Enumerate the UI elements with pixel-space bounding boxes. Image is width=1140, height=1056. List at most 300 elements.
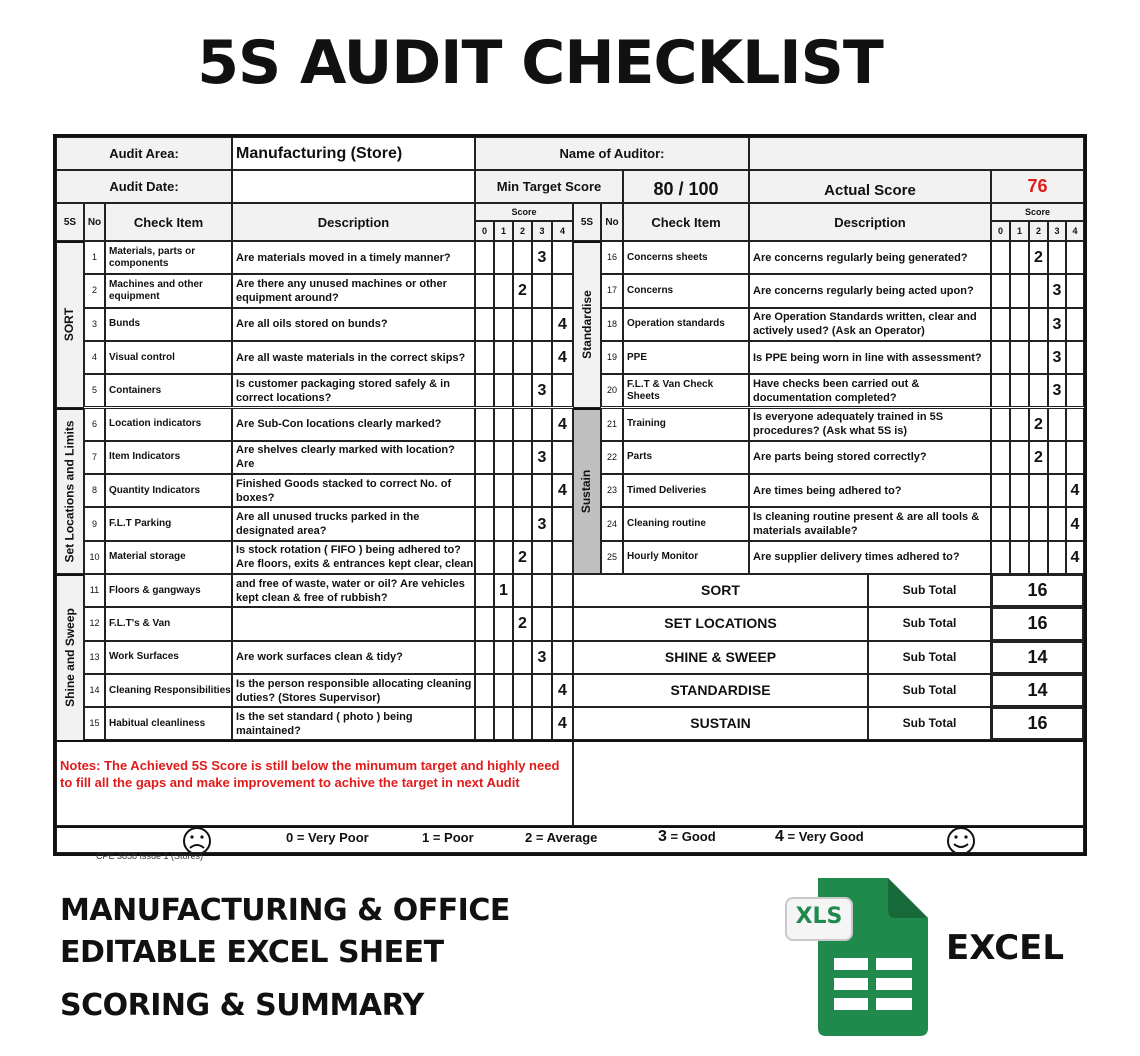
score-cell-1[interactable] <box>494 374 513 407</box>
score-mark: 3 <box>537 382 547 400</box>
item-number: 18 <box>601 308 623 341</box>
score-cell-3[interactable] <box>532 241 552 274</box>
summary-category: SET LOCATIONS <box>573 607 868 640</box>
check-item-name: Location indicators <box>105 408 232 441</box>
score-cell-4[interactable] <box>552 641 573 674</box>
score-cell-1[interactable] <box>1010 374 1029 407</box>
col-5s-header-right: 5S <box>573 203 601 241</box>
score-cell-2[interactable] <box>1029 441 1048 474</box>
audit-sheet <box>53 134 1087 856</box>
check-item-name: Containers <box>105 374 232 407</box>
item-number: 7 <box>84 441 105 474</box>
score-cell-3[interactable] <box>1048 441 1066 474</box>
score-cell-3[interactable] <box>532 441 552 474</box>
item-number: 23 <box>601 474 623 507</box>
score-cell-3[interactable] <box>532 474 552 507</box>
item-number: 16 <box>601 241 623 274</box>
check-item-name: Floors & gangways <box>105 574 232 607</box>
score-cell-0[interactable] <box>991 341 1010 374</box>
score-cell-3[interactable] <box>532 274 552 307</box>
score-cell-0[interactable] <box>475 308 494 341</box>
promo-line-1: MANUFACTURING & OFFICE <box>60 893 510 928</box>
score-cell-4[interactable] <box>552 574 573 607</box>
score-level-4-header-left: 4 <box>552 221 573 241</box>
actual-score-label: Actual Score <box>824 182 916 199</box>
score-cell-1[interactable] <box>1010 408 1029 441</box>
item-description: Is customer packaging stored safely & in correct locations? <box>232 374 475 407</box>
score-cell-3[interactable] <box>532 674 552 707</box>
check-item-name: F.L.T's & Van <box>105 607 232 640</box>
score-cell-3[interactable] <box>532 641 552 674</box>
item-number: 3 <box>84 308 105 341</box>
actual-score-label-cell <box>749 170 991 203</box>
group-label-L-0 <box>56 241 84 408</box>
score-cell-0[interactable] <box>475 574 494 607</box>
score-cell-0[interactable] <box>991 374 1010 407</box>
xls-badge-text: XLS <box>795 904 843 929</box>
item-number: 5 <box>84 374 105 407</box>
col-score-header-right: Score <box>991 203 1084 221</box>
check-item-name: F.L.T & Van Check Sheets <box>623 374 749 407</box>
item-number: 4 <box>84 341 105 374</box>
score-cell-1[interactable] <box>1010 441 1029 474</box>
score-cell-2[interactable] <box>513 607 532 640</box>
score-mark: 4 <box>558 682 567 700</box>
score-mark: 3 <box>537 249 547 267</box>
score-cell-2[interactable] <box>1029 541 1048 574</box>
score-mark: 4 <box>558 482 567 500</box>
item-number: 8 <box>84 474 105 507</box>
check-item-name: Quantity Indicators <box>105 474 232 507</box>
sad-face-icon <box>177 826 217 853</box>
score-level-0-header-left: 0 <box>475 221 494 241</box>
item-description: Are Sub-Con locations clearly marked? <box>232 408 475 441</box>
score-cell-0[interactable] <box>991 408 1010 441</box>
score-cell-4[interactable] <box>1066 408 1084 441</box>
score-cell-3[interactable] <box>532 574 552 607</box>
score-cell-3[interactable] <box>532 707 552 740</box>
item-number: 12 <box>84 607 105 640</box>
page-title: 5S AUDIT CHECKLIST <box>197 28 883 98</box>
score-cell-3[interactable] <box>532 607 552 640</box>
item-description: Is the set standard ( photo ) being maintained? <box>232 707 475 740</box>
item-description: Are concerns regularly being acted upon? <box>749 274 991 307</box>
score-cell-3[interactable] <box>532 374 552 407</box>
score-cell-1[interactable] <box>1010 341 1029 374</box>
score-cell-2[interactable] <box>513 541 532 574</box>
item-number: 13 <box>84 641 105 674</box>
score-cell-2[interactable] <box>513 341 532 374</box>
score-cell-3[interactable] <box>532 541 552 574</box>
col-check-item-header-right: Check Item <box>623 203 749 241</box>
score-cell-1[interactable] <box>494 574 513 607</box>
score-mark: 2 <box>1034 249 1043 267</box>
score-cell-3[interactable] <box>1048 541 1066 574</box>
item-description: Are concerns regularly being generated? <box>749 241 991 274</box>
score-cell-4[interactable] <box>552 241 573 274</box>
summary-subtotal-label: Sub Total <box>868 574 991 607</box>
actual-score-value: 76 <box>1027 176 1048 196</box>
score-cell-1[interactable] <box>494 241 513 274</box>
check-item-name: Item Indicators <box>105 441 232 474</box>
score-mark: 4 <box>1070 515 1080 533</box>
score-cell-4[interactable] <box>1066 341 1084 374</box>
item-description: Are materials moved in a timely manner? <box>232 241 475 274</box>
score-cell-0[interactable] <box>475 507 494 540</box>
score-cell-3[interactable] <box>1048 474 1066 507</box>
item-description: and free of waste, water or oil? Are vehicles kept clean & free of rubbish? <box>232 574 475 607</box>
item-description: Are times being adhered to? <box>749 474 991 507</box>
score-cell-1[interactable] <box>494 308 513 341</box>
score-cell-2[interactable] <box>513 641 532 674</box>
score-cell-1[interactable] <box>1010 308 1029 341</box>
score-level-1-header-right: 1 <box>1010 221 1029 241</box>
score-cell-4[interactable] <box>552 308 573 341</box>
score-cell-1[interactable] <box>1010 241 1029 274</box>
score-cell-4[interactable] <box>552 374 573 407</box>
col-no-header-left: No <box>84 203 105 241</box>
score-mark: 3 <box>1052 382 1062 400</box>
score-cell-2[interactable] <box>1029 241 1048 274</box>
summary-subtotal-value: 16 <box>991 607 1084 640</box>
score-cell-3[interactable] <box>1048 274 1066 307</box>
check-item-name: Materials, parts or components <box>105 241 232 274</box>
score-cell-1[interactable] <box>494 641 513 674</box>
item-number: 14 <box>84 674 105 707</box>
score-mark: 4 <box>558 715 567 733</box>
score-cell-0[interactable] <box>475 241 494 274</box>
score-cell-1[interactable] <box>494 541 513 574</box>
score-mark: 3 <box>1052 282 1062 300</box>
score-cell-0[interactable] <box>475 474 494 507</box>
notes-text: Notes: The Achieved 5S Score is still below the minumum target and highly need to fill all the gaps and make improvement to achive the target in next Audit <box>60 758 560 790</box>
score-cell-1[interactable] <box>494 474 513 507</box>
col-description-header-left: Description <box>232 203 475 241</box>
item-description: Are all waste materials in the correct skips? <box>232 341 475 374</box>
score-cell-1[interactable] <box>494 441 513 474</box>
score-cell-2[interactable] <box>513 408 532 441</box>
item-number: 21 <box>601 408 623 441</box>
score-cell-3[interactable] <box>532 408 552 441</box>
score-cell-3[interactable] <box>1048 408 1066 441</box>
item-description: Are all oils stored on bunds? <box>232 308 475 341</box>
score-level-3-header-left: 3 <box>532 221 552 241</box>
score-cell-0[interactable] <box>991 241 1010 274</box>
score-cell-0[interactable] <box>475 441 494 474</box>
notes-blank-cell[interactable] <box>573 740 1084 826</box>
score-cell-1[interactable] <box>494 274 513 307</box>
score-mark: 2 <box>1034 415 1043 433</box>
item-number: 22 <box>601 441 623 474</box>
score-level-2-header-left: 2 <box>513 221 532 241</box>
score-mark: 4 <box>558 315 567 333</box>
check-item-name: Visual control <box>105 341 232 374</box>
score-cell-4[interactable] <box>552 507 573 540</box>
check-item-name: Training <box>623 408 749 441</box>
score-cell-4[interactable] <box>1066 274 1084 307</box>
score-cell-2[interactable] <box>1029 374 1048 407</box>
footer-reference: CPE 385b Issue 1 (Stores) <box>96 851 204 861</box>
col-check-item-header-left: Check Item <box>105 203 232 241</box>
item-description: Are shelves clearly marked with location? Are <box>232 441 475 474</box>
check-item-name: F.L.T Parking <box>105 507 232 540</box>
score-mark: 4 <box>558 349 567 367</box>
check-item-name: Bunds <box>105 308 232 341</box>
check-item-name: Material storage <box>105 541 232 574</box>
score-cell-1[interactable] <box>1010 274 1029 307</box>
score-cell-0[interactable] <box>991 274 1010 307</box>
score-cell-2[interactable] <box>1029 474 1048 507</box>
score-mark: 3 <box>1052 349 1062 367</box>
score-cell-3[interactable] <box>532 308 552 341</box>
score-mark: 3 <box>537 648 547 666</box>
item-number: 17 <box>601 274 623 307</box>
score-mark: 2 <box>1034 448 1043 466</box>
summary-subtotal-label: Sub Total <box>868 674 991 707</box>
audit-date-label: Audit Date: <box>109 179 179 194</box>
score-cell-3[interactable] <box>1048 507 1066 540</box>
score-cell-2[interactable] <box>1029 308 1048 341</box>
score-cell-4[interactable] <box>552 607 573 640</box>
item-description <box>232 607 475 640</box>
score-cell-4[interactable] <box>1066 241 1084 274</box>
item-description: Is cleaning routine present & are all tools & materials available? <box>749 507 991 540</box>
score-cell-1[interactable] <box>494 507 513 540</box>
score-cell-0[interactable] <box>475 274 494 307</box>
score-cell-1[interactable] <box>1010 474 1029 507</box>
score-cell-3[interactable] <box>532 507 552 540</box>
score-level-3-header-right: 3 <box>1048 221 1066 241</box>
score-mark: 3 <box>1052 315 1062 333</box>
score-cell-2[interactable] <box>513 274 532 307</box>
score-cell-4[interactable] <box>1066 541 1084 574</box>
score-cell-1[interactable] <box>494 674 513 707</box>
score-cell-2[interactable] <box>513 374 532 407</box>
score-cell-0[interactable] <box>475 541 494 574</box>
score-cell-4[interactable] <box>552 541 573 574</box>
score-cell-1[interactable] <box>1010 507 1029 540</box>
score-cell-4[interactable] <box>552 274 573 307</box>
score-cell-4[interactable] <box>1066 507 1084 540</box>
score-cell-1[interactable] <box>494 408 513 441</box>
happy-face-icon <box>941 826 981 853</box>
promo-line-3: SCORING & SUMMARY <box>60 988 424 1023</box>
score-cell-0[interactable] <box>991 507 1010 540</box>
group-label-R-0 <box>573 241 601 408</box>
auditor-label: Name of Auditor: <box>559 146 665 161</box>
item-description: Are parts being stored correctly? <box>749 441 991 474</box>
audit-area-value-cell[interactable] <box>232 137 475 170</box>
summary-subtotal-value: 16 <box>991 574 1084 607</box>
summary-subtotal-label: Sub Total <box>868 607 991 640</box>
item-description: Are work surfaces clean & tidy? <box>232 641 475 674</box>
score-cell-4[interactable] <box>1066 308 1084 341</box>
col-score-header-left: Score <box>475 203 573 221</box>
legend-average: 2 = Average <box>525 830 598 845</box>
score-cell-3[interactable] <box>1048 341 1066 374</box>
item-number: 19 <box>601 341 623 374</box>
summary-category: STANDARDISE <box>573 674 868 707</box>
score-cell-2[interactable] <box>513 441 532 474</box>
score-cell-0[interactable] <box>475 607 494 640</box>
col-description-header-right: Description <box>749 203 991 241</box>
actual-score-value-cell <box>991 170 1084 203</box>
score-level-4-header-right: 4 <box>1066 221 1084 241</box>
score-cell-3[interactable] <box>1048 308 1066 341</box>
score-mark: 1 <box>499 582 508 600</box>
item-number: 24 <box>601 507 623 540</box>
audit-area-label: Audit Area: <box>109 146 179 161</box>
summary-category: SHINE & SWEEP <box>573 641 868 674</box>
col-5s-header-left: 5S <box>56 203 84 241</box>
group-label-text: Set Locations and Limits <box>62 420 77 563</box>
score-cell-3[interactable] <box>532 341 552 374</box>
summary-subtotal-value: 14 <box>991 674 1084 707</box>
score-cell-0[interactable] <box>991 541 1010 574</box>
legend-poor: 1 = Poor <box>422 830 474 845</box>
score-cell-2[interactable] <box>513 574 532 607</box>
score-cell-4[interactable] <box>1066 474 1084 507</box>
check-item-name: Parts <box>623 441 749 474</box>
score-level-2-header-right: 2 <box>1029 221 1048 241</box>
score-mark: 3 <box>537 515 547 533</box>
summary-subtotal-label: Sub Total <box>868 707 991 740</box>
score-cell-0[interactable] <box>475 641 494 674</box>
score-mark: 4 <box>1070 548 1080 566</box>
excel-label: EXCEL <box>946 928 1065 968</box>
item-description: Finished Goods stacked to correct No. of boxes? <box>232 474 475 507</box>
item-description: Have checks been carried out & documentation completed? <box>749 374 991 407</box>
item-description: Is everyone adequately trained in 5S procedures? (Ask what 5S is) <box>749 408 991 441</box>
min-target-label-cell <box>475 170 623 203</box>
check-item-name: Hourly Monitor <box>623 541 749 574</box>
legend-very-good <box>775 830 864 843</box>
check-item-name: Cleaning Responsibilities <box>105 674 232 707</box>
notes-cell[interactable] <box>56 740 573 826</box>
score-cell-2[interactable] <box>1029 408 1048 441</box>
score-cell-4[interactable] <box>552 408 573 441</box>
legend-very-good-text: = Very Good <box>783 829 864 844</box>
audit-date-value-cell[interactable] <box>232 170 475 203</box>
item-number: 1 <box>84 241 105 274</box>
check-item-name: Habitual cleanliness <box>105 707 232 740</box>
score-cell-2[interactable] <box>513 308 532 341</box>
item-description: Are there any unused machines or other equipment around? <box>232 274 475 307</box>
score-cell-0[interactable] <box>475 408 494 441</box>
group-label-text: Sustain <box>579 469 594 513</box>
score-cell-2[interactable] <box>513 707 532 740</box>
item-number: 11 <box>84 574 105 607</box>
check-item-name: Operation standards <box>623 308 749 341</box>
score-cell-0[interactable] <box>475 341 494 374</box>
check-item-name: Cleaning routine <box>623 507 749 540</box>
score-cell-0[interactable] <box>991 441 1010 474</box>
audit-date-label-cell <box>56 170 232 203</box>
item-number: 25 <box>601 541 623 574</box>
check-item-name: PPE <box>623 341 749 374</box>
group-label-L-2 <box>56 574 84 741</box>
score-cell-4[interactable] <box>552 707 573 740</box>
check-item-name: Work Surfaces <box>105 641 232 674</box>
item-description: Are Operation Standards written, clear and actively used? (Ask an Operator) <box>749 308 991 341</box>
item-number: 6 <box>84 408 105 441</box>
score-cell-0[interactable] <box>475 374 494 407</box>
score-cell-2[interactable] <box>1029 507 1048 540</box>
score-mark: 3 <box>537 448 547 466</box>
score-mark: 2 <box>518 282 527 300</box>
score-cell-4[interactable] <box>1066 441 1084 474</box>
item-description: Is the person responsible allocating cleaning duties? (Stores Supervisor) <box>232 674 475 707</box>
score-mark: 2 <box>518 548 527 566</box>
legend-good <box>658 830 716 843</box>
score-cell-0[interactable] <box>991 474 1010 507</box>
summary-category: SUSTAIN <box>573 707 868 740</box>
check-item-name: Concerns sheets <box>623 241 749 274</box>
score-cell-4[interactable] <box>552 474 573 507</box>
item-description: Are all unused trucks parked in the designated area? <box>232 507 475 540</box>
score-cell-0[interactable] <box>475 674 494 707</box>
score-cell-4[interactable] <box>1066 374 1084 407</box>
summary-subtotal-value: 14 <box>991 641 1084 674</box>
score-cell-4[interactable] <box>552 341 573 374</box>
score-cell-2[interactable] <box>513 507 532 540</box>
group-label-text: SORT <box>62 308 77 342</box>
audit-area-label-cell <box>56 137 232 170</box>
score-cell-1[interactable] <box>494 607 513 640</box>
check-item-name: Machines and other equipment <box>105 274 232 307</box>
group-label-text: Standardise <box>579 290 594 360</box>
auditor-value-cell[interactable] <box>749 137 1084 170</box>
score-mark: 4 <box>1070 482 1080 500</box>
score-cell-2[interactable] <box>513 674 532 707</box>
score-cell-2[interactable] <box>1029 274 1048 307</box>
score-level-0-header-right: 0 <box>991 221 1010 241</box>
score-cell-1[interactable] <box>494 341 513 374</box>
score-cell-1[interactable] <box>1010 541 1029 574</box>
item-number: 9 <box>84 507 105 540</box>
summary-subtotal-label: Sub Total <box>868 641 991 674</box>
legend-good-text: = Good <box>666 829 716 844</box>
score-cell-1[interactable] <box>494 707 513 740</box>
item-number: 20 <box>601 374 623 407</box>
col-no-header-right: No <box>601 203 623 241</box>
audit-area-value: Manufacturing (Store) <box>236 145 403 162</box>
item-number: 2 <box>84 274 105 307</box>
auditor-label-cell <box>475 137 749 170</box>
group-label-R-1 <box>573 408 601 575</box>
score-cell-2[interactable] <box>513 241 532 274</box>
item-description: Is PPE being worn in line with assessment? <box>749 341 991 374</box>
score-cell-0[interactable] <box>475 707 494 740</box>
summary-category: SORT <box>573 574 868 607</box>
min-target-label: Min Target Score <box>496 179 602 194</box>
summary-subtotal-value: 16 <box>991 707 1084 740</box>
score-cell-2[interactable] <box>1029 341 1048 374</box>
check-item-name: Concerns <box>623 274 749 307</box>
score-cell-4[interactable] <box>552 674 573 707</box>
score-cell-2[interactable] <box>513 474 532 507</box>
min-target-value: 80 / 100 <box>653 179 719 199</box>
group-label-L-1 <box>56 408 84 575</box>
score-cell-3[interactable] <box>1048 241 1066 274</box>
score-cell-0[interactable] <box>991 308 1010 341</box>
score-cell-4[interactable] <box>552 441 573 474</box>
item-number: 10 <box>84 541 105 574</box>
score-mark: 2 <box>518 615 527 633</box>
check-item-name: Timed Deliveries <box>623 474 749 507</box>
score-mark: 4 <box>558 415 567 433</box>
score-cell-3[interactable] <box>1048 374 1066 407</box>
